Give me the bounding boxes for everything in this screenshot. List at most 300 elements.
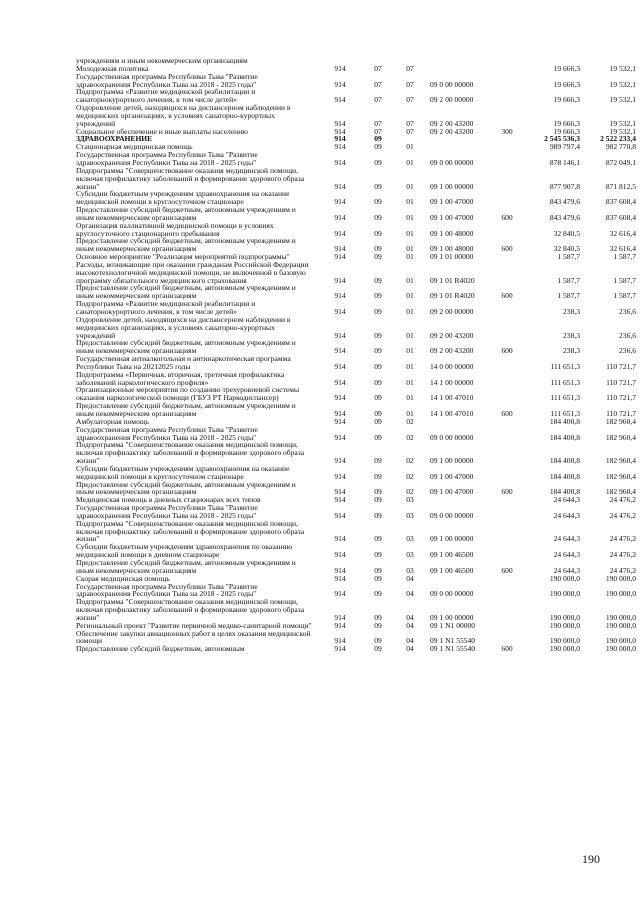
section-code: 09	[374, 377, 382, 387]
row-name: Расходы, возникающие при оказании гражданам Российской Федерации высокотехнологичной медицинской помощи, не включенной в базовую программу обязательного медицинского страхования	[76, 259, 309, 285]
amount-year-2: 182 960,4	[605, 471, 636, 481]
expense-type	[492, 426, 522, 442]
amount-year-2: 19 532,1	[609, 79, 636, 89]
row-name: Организационные мероприятия по созданию трехуровневой системы оказания наркологической помощи (ГБУЗ РТ Наркодиспансер)	[76, 385, 300, 403]
amount-year-2: 837 608,4	[605, 212, 636, 222]
table-row	[76, 237, 636, 253]
target-article	[426, 57, 492, 65]
target-article: 14 1 00 47010	[430, 408, 474, 418]
table-row	[76, 520, 636, 544]
table-row	[76, 151, 636, 167]
ministry-code: 914	[334, 612, 346, 622]
table-row	[76, 481, 636, 497]
target-article: 09 1 00 48000	[430, 228, 474, 238]
amount-year-2: 182 960,4	[605, 432, 636, 442]
target-article: 09 2 00 43200	[430, 346, 474, 356]
ministry-code: 914	[334, 212, 346, 222]
amount-year-2: 1 587,7	[613, 252, 636, 262]
amount-year-1: 19 666,3	[553, 95, 580, 105]
subsection-code: 01	[406, 252, 414, 262]
section-code: 07	[374, 63, 382, 73]
amount-year-1: 238,3	[563, 307, 580, 316]
row-name: Государственная программа Республики Тыва "Развитие здравоохранения Республики Тыва на 2018 - 2025 годы"	[76, 424, 258, 442]
amount-year-1: 1 587,7	[557, 275, 580, 285]
expense-type: 600	[501, 408, 513, 418]
expense-type: 600	[501, 291, 513, 301]
row-name: ЗДРАВООХРАНЕНИЕ	[76, 134, 153, 144]
target-article: 09 2 00 43200	[430, 330, 474, 340]
ministry-code: 914	[334, 620, 346, 630]
expense-type	[492, 441, 522, 465]
table-row	[76, 339, 636, 355]
row-name: Социальное обеспечение и иные выплаты населению	[76, 126, 248, 136]
ministry-code: 914	[334, 307, 346, 316]
table-row	[76, 559, 636, 575]
expense-type: 600	[501, 212, 513, 222]
row-name: Молодежная политика	[76, 63, 149, 73]
row-name: Государственная программа Республики Тыва "Развитие здравоохранения Республики Тыва на 2018 - 2025 годы"	[76, 503, 258, 520]
subsection-code: 07	[406, 79, 414, 89]
amount-year-2: 236,6	[619, 346, 636, 356]
amount-year-1: 190 000,0	[549, 620, 580, 630]
row-name: Государственная программа Республики Тыва "Развитие здравоохранения Республики Тыва на 2018 - 2025 годы"	[76, 581, 258, 599]
table-row	[76, 88, 636, 104]
target-article: 09 1 01 00000	[430, 252, 474, 262]
table-row	[76, 190, 636, 206]
subsection-code: 01	[406, 197, 414, 207]
expense-type	[492, 143, 522, 151]
table-row	[76, 222, 636, 238]
table-row	[76, 386, 636, 402]
ministry-code: 914	[334, 79, 346, 89]
amount-year-1: 24 644,3	[553, 495, 580, 505]
subsection-code: 04	[406, 612, 414, 622]
ministry-code: 914	[334, 471, 346, 481]
section-code: 09	[374, 510, 382, 520]
section-code: 09	[374, 408, 382, 418]
row-name: учреждениям и иным некоммерческим организациям	[76, 56, 248, 65]
ministry-code: 914	[334, 142, 346, 152]
expense-type	[492, 465, 522, 481]
table-row	[76, 57, 636, 65]
table-row	[76, 402, 636, 418]
section-code: 07	[374, 95, 382, 105]
row-name: Государственная программа Республики Тыва "Развитие здравоохранения Республики Тыва на 2018 - 2025 годы"	[76, 150, 258, 167]
section-code: 09	[374, 471, 382, 481]
table-row	[76, 371, 636, 387]
subsection-code: 01	[406, 275, 414, 285]
amount-year-1: 24 644,3	[553, 550, 580, 560]
ministry-code: 914	[334, 573, 346, 583]
table-row	[76, 206, 636, 222]
target-article: 09 1 N1 55540	[430, 636, 476, 646]
amount-year-1: 111 651,3	[550, 377, 580, 387]
subsection-code: 03	[406, 495, 414, 505]
amount-year-1: 24 644,3	[553, 510, 580, 520]
ministry-code: 914	[334, 244, 346, 254]
section-code: 07	[374, 79, 382, 89]
amount-year-1: 843 479,6	[549, 197, 580, 207]
target-article: 09 0 00 00000	[430, 589, 474, 599]
amount-year-2: 190 000,0	[605, 612, 636, 622]
row-name: Подпрограмма "Совершенствование оказания медицинской помощи, включая профилактику заболеваний и формирование здорового образа жизни"	[76, 440, 305, 466]
subsection-code: 01	[406, 346, 414, 356]
row-name: Предоставление субсидий бюджетным, автономным учреждениям и иным некоммерческим организациям	[76, 205, 296, 222]
expense-type	[492, 104, 522, 128]
amount-year-1: 184 400,8	[549, 456, 580, 466]
row-name: Предоставление субсидий бюджетным, автономным учреждениям и иным некоммерческим организациям	[76, 236, 296, 254]
expense-type: 600	[501, 644, 513, 654]
section-code: 09	[374, 361, 382, 371]
ministry-code: 914	[334, 228, 346, 238]
subsection-code: 03	[406, 510, 414, 520]
row-name: Подпрограмма "Совершенствование оказания медицинской помощи, включая профилактику заболеваний и формирование здорового образа жизни"	[76, 518, 305, 544]
expense-type	[492, 630, 522, 646]
expense-type	[492, 316, 522, 340]
subsection-code: 01	[406, 393, 414, 403]
subsection-code: 03	[406, 565, 414, 575]
amount-year-2: 871 812,5	[605, 181, 636, 191]
section-code: 09	[374, 416, 382, 426]
section-code: 09	[374, 589, 382, 599]
row-name: Региональный проект "Развитие первичной медико-санитарной помощи"	[76, 620, 312, 630]
row-name: Амбулаторная помощь	[76, 416, 150, 426]
ministry-code: 914	[334, 534, 346, 544]
row-name: Организация паллиативной медицинской помощи в условиях круглосуточного стационарного пребывания	[76, 220, 274, 238]
ministry-code: 914	[334, 636, 346, 646]
amount-year-1: 111 651,3	[550, 361, 580, 371]
ministry-code: 914	[334, 118, 346, 128]
amount-year-2: 110 721,7	[606, 361, 636, 371]
table-row	[76, 300, 636, 316]
row-name: Медицинская помощь в дневных стационарах всех типов	[76, 495, 261, 505]
amount-year-1: 190 000,0	[549, 573, 580, 583]
ministry-code: 914	[334, 432, 346, 442]
subsection-code: 02	[406, 416, 414, 426]
expense-type	[492, 190, 522, 206]
ministry-code: 914	[334, 291, 346, 301]
table-row	[76, 598, 636, 622]
amount-year-2: 982 770,8	[605, 142, 636, 152]
target-article: 09 1 N1 00000	[430, 620, 476, 630]
amount-year-2: 24 476,2	[609, 550, 636, 560]
section-code: 09	[374, 432, 382, 442]
amount-year-2: 19 532,1	[609, 118, 636, 128]
expense-type	[492, 300, 522, 316]
section-code: 09	[374, 487, 382, 497]
target-article: 09 1 00 00000	[430, 534, 474, 544]
ministry-code: 914	[334, 510, 346, 520]
table-row	[76, 261, 636, 285]
target-article: 09 0 00 00000	[430, 432, 474, 442]
amount-year-2: 1 587,7	[613, 275, 636, 285]
target-article: 09 0 00 00000	[430, 157, 474, 167]
amount-year-1: 32 840,5	[553, 244, 580, 254]
row-name: Предоставление субсидий бюджетным, автономным учреждениям и иным некоммерческим организациям	[76, 558, 296, 575]
row-name: Предоставление субсидий бюджетным, автономным учреждениям и иным некоммерческим организациям	[76, 401, 296, 418]
row-name: Предоставление субсидий бюджетным, автономным учреждениям и иным некоммерческим организациям	[76, 338, 296, 356]
subsection-code: 01	[406, 330, 414, 340]
amount-year-1: 24 644,3	[553, 565, 580, 575]
table-row	[76, 355, 636, 371]
amount-year-2: 32 616,4	[609, 244, 636, 254]
section-code: 09	[374, 181, 382, 191]
subsection-code: 07	[406, 118, 414, 128]
expense-type: 600	[501, 565, 513, 575]
amount-year-1: 238,3	[563, 330, 580, 340]
amount-year-2: 1 587,7	[613, 291, 636, 301]
amount-year-2: 24 476,2	[609, 565, 636, 575]
amount-year-2: 190 000,0	[605, 620, 636, 630]
section-code: 09	[374, 346, 382, 356]
amount-year-1: 190 000,0	[549, 612, 580, 622]
expense-type	[492, 575, 522, 583]
target-article: 14 1 00 47010	[430, 393, 474, 403]
target-article: 09 2 00 00000	[430, 307, 474, 316]
subsection-code: 03	[406, 550, 414, 560]
amount-year-2: 24 476,2	[609, 510, 636, 520]
subsection-code: 01	[406, 244, 414, 254]
ministry-code: 914	[334, 495, 346, 505]
section-code: 09	[374, 612, 382, 622]
row-name: Подпрограмма «Развитие медицинской реабилитации и санаторнокурортного лечения, в том числе детей»	[76, 299, 256, 316]
row-name: Субсидии бюджетным учреждениям здравоохранения по оказанию медицинской помощи в дневном стационаре	[76, 542, 293, 560]
target-article: 09 1 00 00000	[430, 181, 474, 191]
ministry-code: 914	[334, 181, 346, 191]
ministry-code: 914	[334, 393, 346, 403]
section-code: 07	[374, 126, 382, 136]
amount-year-2: 837 608,4	[605, 197, 636, 207]
section-code: 09	[374, 212, 382, 222]
amount-year-2: 872 049,1	[605, 157, 636, 167]
amount-year-2: 236,6	[619, 330, 636, 340]
amount-year-1: 843 479,6	[549, 212, 580, 222]
target-article: 09 1 00 48000	[430, 244, 474, 254]
section-code: 09	[374, 330, 382, 340]
target-article: 09 2 00 00000	[430, 95, 474, 105]
ministry-code: 914	[334, 550, 346, 560]
section-code: 07	[374, 118, 382, 128]
ministry-code: 914	[334, 487, 346, 497]
amount-year-2: 190 000,0	[605, 573, 636, 583]
row-name: Подпрограмма "Совершенствование оказания медицинской помощи, включая профилактику заболеваний и формирование здорового образа жизни"	[76, 597, 305, 622]
target-article: 09 1 00 00000	[430, 612, 474, 622]
subsection-code: 01	[406, 408, 414, 418]
ministry-code: 914	[334, 377, 346, 387]
section-code: 09	[374, 620, 382, 630]
amount-year-2: 110 721,7	[606, 408, 636, 418]
table-row	[76, 167, 636, 191]
amount-year-1: 184 400,8	[549, 432, 580, 442]
amount-year-1: 19 666,3	[553, 126, 580, 136]
section-code: 09	[374, 644, 382, 654]
amount-year-2: 182 960,4	[605, 416, 636, 426]
amount-year-2: 24 476,2	[609, 495, 636, 505]
target-article: 09 1 00 47000	[430, 487, 474, 497]
subsection-code: 04	[406, 636, 414, 646]
amount-year-1: 24 644,3	[553, 534, 580, 544]
row-name: Оздоровление детей, находящихся на диспансерном наблюдении в медицинских организациях, в условиях санаторно-курортных учреждений	[76, 314, 291, 340]
expense-type	[492, 583, 522, 599]
ministry-code: 914	[334, 416, 346, 426]
expense-type: 600	[501, 487, 513, 497]
amount-year-2: 19 532,1	[609, 126, 636, 136]
subsection-code: 02	[406, 471, 414, 481]
target-article	[426, 575, 492, 583]
section-code: 09	[374, 134, 382, 144]
amount-year-1: 111 651,3	[550, 393, 580, 403]
target-article: 09 1 00 46500	[430, 550, 474, 560]
ministry-code: 914	[334, 134, 346, 144]
ministry-code: 914	[334, 95, 346, 105]
amount-year-2: 24 476,2	[609, 534, 636, 544]
ministry-code: 914	[334, 197, 346, 207]
subsection-code: 04	[406, 620, 414, 630]
section-code: 09	[374, 252, 382, 262]
subsection-code: 02	[406, 456, 414, 466]
section-code: 09	[374, 550, 382, 560]
row-name: Подпрограмма «Первичная, вторичная, третичная профилактика заболеваний наркологического профиля»	[76, 369, 285, 387]
ministry-code: 914	[334, 126, 346, 136]
ministry-code: 914	[334, 330, 346, 340]
row-name: Оздоровление детей, находящихся на диспансерном наблюдении в медицинских организациях, в условиях санаторно-курортных учреждений	[76, 103, 291, 128]
row-name: Подпрограмма "Совершенствование оказания медицинской помощи, включая профилактику заболеваний и формирование здорового образа жизни"	[76, 165, 305, 191]
target-article: 09 1 00 00000	[430, 456, 474, 466]
subsection-code: 04	[406, 589, 414, 599]
expense-type	[492, 57, 522, 65]
subsection-code: 01	[406, 142, 414, 152]
row-name: Субсидии бюджетным учреждениям здравоохранения на оказание медицинской помощи в круглосуточном стационаре	[76, 189, 290, 207]
section-code: 09	[374, 244, 382, 254]
row-name: Скорая медицинская помощь	[76, 573, 170, 583]
row-name: Предоставление субсидий бюджетным, автономным	[76, 644, 245, 654]
table-row	[76, 104, 636, 128]
amount-year-1: 877 907,8	[549, 181, 580, 191]
table-row	[76, 441, 636, 465]
target-article	[426, 65, 492, 73]
subsection-code: 01	[406, 291, 414, 301]
subsection-code: 03	[406, 534, 414, 544]
amount-year-1: 111 651,3	[550, 408, 580, 418]
section-code: 09	[374, 157, 382, 167]
amount-year-1: 184 400,8	[549, 487, 580, 497]
amount-year-2: 19 532,1	[609, 63, 636, 73]
amount-year-2: 190 000,0	[605, 589, 636, 599]
target-article: 09 1 00 47000	[430, 212, 474, 222]
subsection-code: 01	[406, 377, 414, 387]
target-article: 09 2 00 43200	[430, 126, 474, 136]
subsection-code: 07	[406, 63, 414, 73]
target-article	[426, 496, 492, 504]
expense-type	[492, 371, 522, 387]
section-code: 09	[374, 291, 382, 301]
section-code: 09	[374, 197, 382, 207]
expense-type	[492, 261, 522, 285]
ministry-code: 914	[334, 565, 346, 575]
expense-type	[492, 418, 522, 426]
expense-type	[492, 222, 522, 238]
subsection-code: 01	[406, 212, 414, 222]
target-article: 09 0 00 00000	[430, 510, 474, 520]
target-article: 14 0 00 00000	[430, 361, 474, 371]
ministry-code: 914	[334, 361, 346, 371]
section-code: 09	[374, 565, 382, 575]
row-name: Подпрограмма «Развитие медицинской реабилитации и санаторнокурортного лечения, в том числе детей»	[76, 87, 256, 105]
amount-year-2: 110 721,7	[606, 393, 636, 403]
ministry-code: 914	[334, 63, 346, 73]
section-code: 09	[374, 142, 382, 152]
amount-year-2: 182 960,4	[605, 456, 636, 466]
amount-year-1: 878 146,1	[549, 157, 580, 167]
amount-year-2: 19 532,1	[609, 95, 636, 105]
amount-year-2: 110 721,7	[606, 377, 636, 387]
amount-year-1: 190 000,0	[549, 644, 580, 654]
expense-type: 600	[501, 244, 513, 254]
subsection-code: 04	[406, 644, 414, 654]
ministry-code: 914	[334, 252, 346, 262]
expense-type	[492, 622, 522, 630]
section-code: 09	[374, 228, 382, 238]
table-row	[76, 630, 636, 646]
expense-type	[492, 167, 522, 191]
table-row	[76, 426, 636, 442]
target-article: 09 1 00 47000	[430, 197, 474, 207]
row-name: Стационарная медицинская помощь	[76, 142, 193, 152]
target-article: 09 1 01 R4020	[430, 291, 475, 301]
target-article: 09 2 00 43200	[430, 118, 474, 128]
expense-type	[492, 386, 522, 402]
section-code: 09	[374, 393, 382, 403]
table-row	[76, 504, 636, 520]
ministry-code: 914	[334, 346, 346, 356]
amount-year-1: 32 840,5	[553, 228, 580, 238]
expense-type	[492, 598, 522, 622]
target-article	[426, 143, 492, 151]
row-name: Субсидии бюджетным учреждениям здравоохранения на оказание медицинской помощи в круглосуточном стационаре	[76, 463, 290, 481]
table-row	[76, 316, 636, 340]
expense-type	[492, 73, 522, 89]
subsection-code: 01	[406, 307, 414, 316]
amount-year-1: 1 587,7	[557, 252, 580, 262]
amount-year-1: 190 000,0	[549, 636, 580, 646]
ministry-code: 914	[334, 589, 346, 599]
row-name: Государственная антиалкогольная и антинаркотическая программа Республики Тыва на 20212025 годы	[76, 354, 291, 371]
amount-year-2: 2 522 233,4	[600, 134, 636, 144]
row-name: Государственная программа Республики Тыва "Развитие здравоохранения Республики Тыва на 2018 - 2025 годы"	[76, 71, 258, 89]
expense-type	[492, 65, 522, 73]
expense-type	[492, 151, 522, 167]
subsection-code: 07	[406, 126, 414, 136]
expense-type	[492, 496, 522, 504]
ministry-code: 914	[334, 456, 346, 466]
row-name: Обеспечение закупки авиационных работ в целях оказания медицинской помощи	[76, 628, 311, 646]
target-article: 09 1 01 R4020	[430, 275, 475, 285]
budget-table	[76, 57, 636, 653]
amount-year-2: 236,6	[619, 307, 636, 316]
amount-year-2: 190 000,0	[605, 644, 636, 654]
amount-year-1: 184 400,8	[549, 416, 580, 426]
expense-type	[492, 253, 522, 261]
section-code: 09	[374, 573, 382, 583]
section-code: 09	[374, 534, 382, 544]
target-article: 09 1 00 46500	[430, 565, 474, 575]
budget-table-body	[76, 57, 636, 653]
subsection-code: 01	[406, 181, 414, 191]
target-article: 09 1 00 47000	[430, 471, 474, 481]
section-code: 09	[374, 307, 382, 316]
amount-year-1: 2 545 536,3	[544, 134, 580, 144]
target-article: 09 0 00 00000	[430, 79, 474, 89]
